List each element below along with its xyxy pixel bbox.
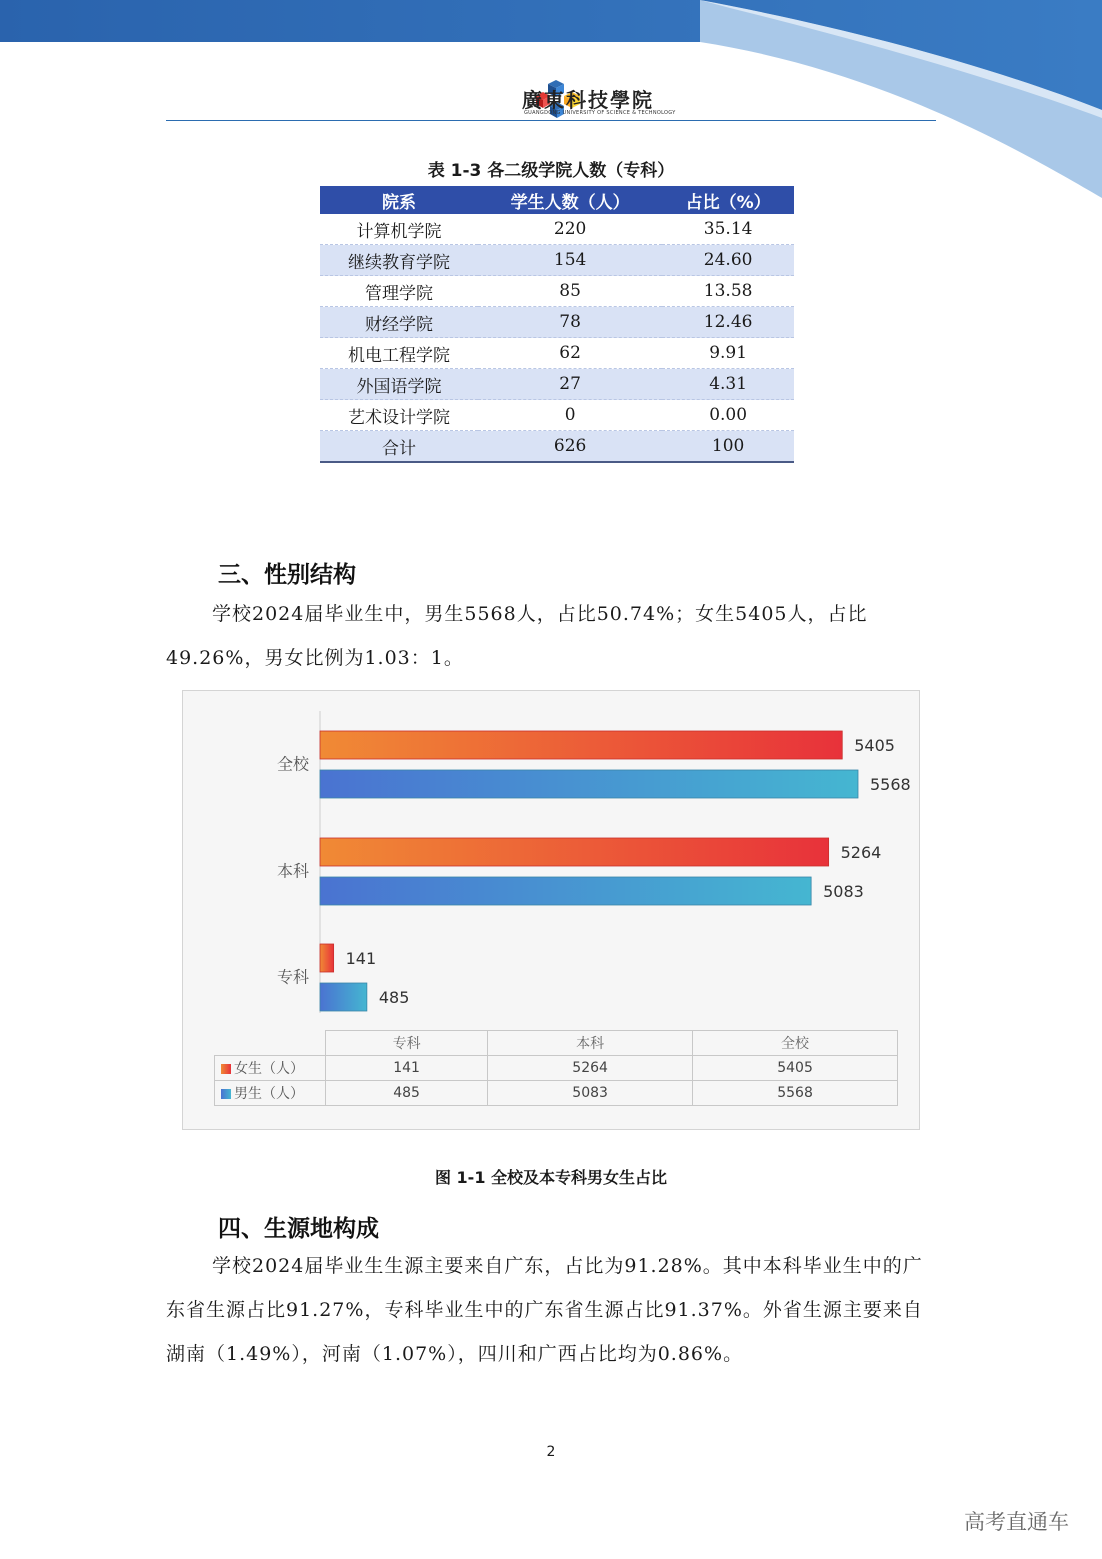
cell-dept: 继续教育学院 <box>320 245 478 276</box>
paragraph-gender: 学校2024届毕业生中，男生5568人，占比50.74%；女生5405人，占比49.26%，男女比例为1.03：1。 <box>166 603 868 669</box>
table-row <box>320 338 794 369</box>
data-label: 485 <box>378 988 410 1007</box>
cell-dept: 艺术设计学院 <box>320 400 478 431</box>
page-number: 2 <box>546 1444 556 1460</box>
table-row <box>320 369 794 400</box>
data-table-row-female <box>215 1056 898 1081</box>
column-header: 占比（%） <box>662 186 794 214</box>
section-heading-gender: 三、性别结构 <box>218 562 356 588</box>
legend-label-male: 男生（人） <box>234 1086 304 1102</box>
cell-count: 78 <box>478 307 662 338</box>
cell-count: 62 <box>478 338 662 369</box>
cell-share: 100 <box>662 431 794 463</box>
legend-label-female: 女生（人） <box>234 1061 304 1077</box>
section-heading-origin: 四、生源地构成 <box>218 1216 379 1242</box>
bar-male <box>320 983 367 1011</box>
data-table-cell: 5264 <box>488 1056 693 1081</box>
header-rule <box>166 120 936 121</box>
cell-dept: 财经学院 <box>320 307 478 338</box>
table-row <box>320 307 794 338</box>
cell-share: 13.58 <box>662 276 794 307</box>
cell-share: 12.46 <box>662 307 794 338</box>
data-label: 141 <box>345 949 377 968</box>
column-header: 学生人数（人） <box>478 186 662 214</box>
data-table-cell: 5568 <box>693 1081 898 1106</box>
table-row <box>320 276 794 307</box>
cell-share: 9.91 <box>662 338 794 369</box>
paragraph-origin: 学校2024届毕业生生源主要来自广东，占比为91.28%。其中本科毕业生中的广东省生源占比91.27%，专科毕业生中的广东省生源占比91.37%。外省生源主要来自湖南（1.49%），河南（1.07%），四川和广西占比均为0.86%。 <box>166 1255 923 1365</box>
legend-swatch-male <box>221 1089 231 1099</box>
data-table-cell: 5083 <box>488 1081 693 1106</box>
table-row <box>320 214 794 245</box>
table-header-row <box>320 186 794 214</box>
data-table-category: 专科 <box>326 1031 488 1056</box>
cell-share: 35.14 <box>662 214 794 245</box>
bar-female <box>320 838 829 866</box>
data-label: 5083 <box>823 882 864 901</box>
gender-bar-chart <box>183 691 919 1031</box>
table-row <box>320 400 794 431</box>
cell-share: 24.60 <box>662 245 794 276</box>
table-row <box>320 245 794 276</box>
cell-count: 27 <box>478 369 662 400</box>
table-caption: 表 1-3 各二级学院人数（专科） <box>427 161 675 181</box>
data-label: 5405 <box>854 736 895 755</box>
cell-count: 154 <box>478 245 662 276</box>
cell-dept: 合计 <box>320 431 478 463</box>
cell-share: 4.31 <box>662 369 794 400</box>
bar-female <box>320 731 842 759</box>
data-table-cell: 5405 <box>693 1056 898 1081</box>
category-label: 专科 <box>276 967 309 987</box>
gender-chart <box>182 690 920 1130</box>
cell-dept: 外国语学院 <box>320 369 478 400</box>
data-table-category: 全校 <box>693 1031 898 1056</box>
cell-count: 626 <box>478 431 662 463</box>
figure-caption: 图 1-1 全校及本专科男女生占比 <box>434 1168 668 1187</box>
data-table-row-male <box>215 1081 898 1106</box>
data-table-cell: 141 <box>326 1056 488 1081</box>
legend-swatch-female <box>221 1064 231 1074</box>
chart-data-table <box>214 1030 898 1106</box>
data-table-header-row <box>215 1031 898 1056</box>
column-header: 院系 <box>320 186 478 214</box>
data-label: 5264 <box>840 843 882 862</box>
cell-share: 0.00 <box>662 400 794 431</box>
department-table <box>320 186 794 463</box>
cell-count: 0 <box>478 400 662 431</box>
cell-dept: 管理学院 <box>320 276 478 307</box>
data-label: 5568 <box>870 775 911 794</box>
cell-count: 220 <box>478 214 662 245</box>
data-table-category: 本科 <box>488 1031 693 1056</box>
cell-dept: 机电工程学院 <box>320 338 478 369</box>
bar-male <box>320 770 858 798</box>
category-label: 本科 <box>276 861 309 881</box>
logo-subtext: GUANGDONG UNIVERSITY OF SCIENCE & TECHNOLOGY <box>524 110 676 116</box>
cell-count: 85 <box>478 276 662 307</box>
watermark-text: 高考直通车 <box>964 1510 1069 1534</box>
bar-female <box>320 944 334 972</box>
bar-male <box>320 877 811 905</box>
table-total-row <box>320 431 794 463</box>
cell-dept: 计算机学院 <box>320 214 478 245</box>
data-table-cell: 485 <box>326 1081 488 1106</box>
logo-wordmark: 廣東科技學院 <box>522 88 654 112</box>
category-label: 全校 <box>276 754 309 774</box>
